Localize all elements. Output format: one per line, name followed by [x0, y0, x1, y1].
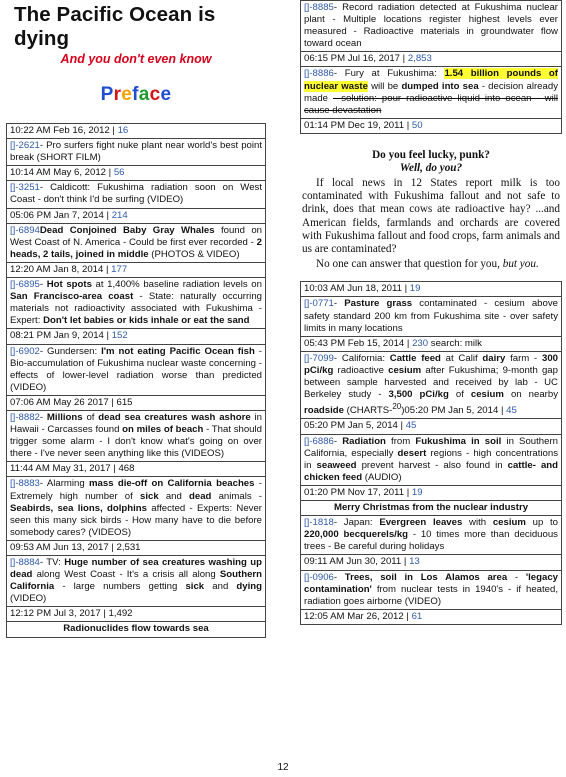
entry-text: - Fury at Fukushima: [333, 68, 445, 80]
entry-emphasis: Radiation [342, 435, 386, 447]
timestamp-cell [7, 462, 266, 477]
entry-emphasis: Pasture grass [344, 298, 413, 310]
view-count-link[interactable]: 214 [111, 209, 128, 221]
entry-text: (CHARTS- [344, 405, 393, 417]
timestamp: 08:21 PM Jan 9, 2014 | [10, 330, 112, 342]
table-row [301, 118, 562, 133]
table-row [7, 622, 266, 637]
left-news-table [6, 123, 266, 638]
entry-text: and [158, 490, 190, 502]
entry-emphasis: dumped into sea [401, 80, 479, 92]
timestamp-cell [7, 607, 266, 622]
entry-text: - California: [333, 352, 390, 364]
entry-id-link[interactable]: []-8883 [10, 478, 40, 490]
entry-text: )05:20 PM Jan 5, 2014 | [401, 405, 507, 417]
view-count-link[interactable]: 50 [411, 119, 423, 131]
search-tag: search: milk [428, 337, 482, 349]
entry-text: of [82, 411, 99, 423]
news-entry [7, 410, 266, 461]
entry-text: - Record radiation detected at Fukushima nuclear plant - Multiple locations register highest levels ever measured - Radioactive materials in groundwater flow toward ocean [304, 2, 558, 50]
entry-text: up to [525, 517, 558, 529]
entry-text: contaminated - cesium above safety standard 200 km from Fukushima site - over safety limits in many locations [304, 298, 558, 334]
news-entry [301, 570, 562, 609]
entry-emphasis: roadside [304, 405, 344, 417]
entry-text: - [333, 435, 343, 447]
timestamp: 10:14 AM May 6, 2012 | [10, 167, 114, 179]
timestamp-cell [301, 555, 562, 570]
news-entry [7, 181, 266, 208]
view-count-link[interactable]: 56 [113, 167, 125, 179]
quote-paragraph-2 [302, 258, 560, 271]
entry-id-link[interactable]: []-2621 [10, 140, 40, 152]
news-entry [301, 67, 562, 118]
timestamp: 09:11 AM Jun 30, 2011 | [304, 556, 410, 568]
timestamp: 05:43 PM Feb 15, 2014 | [304, 337, 413, 349]
entry-emphasis: sick [185, 581, 205, 593]
entry-id-link[interactable]: []-8882 [10, 411, 40, 423]
entry-text: - [39, 279, 47, 291]
view-count-link[interactable]: 13 [409, 556, 420, 568]
entry-emphasis: Don't let babies or kids inhale or eat the sand [43, 315, 250, 327]
timestamp: 01:14 PM Dec 19, 2011 | [304, 119, 412, 131]
preface-letter: f [132, 84, 139, 105]
table-row [301, 570, 562, 609]
timestamp-cell [7, 395, 266, 410]
entry-text: - Japan: [333, 517, 380, 529]
entry-emphasis: dying [236, 581, 262, 593]
news-entry [301, 351, 562, 419]
entry-text: in Southern California, especially [304, 435, 558, 459]
table-row [7, 329, 266, 344]
entry-text: - Pro surfers fight nuke plant near world's best point break (SHORT FILM) [10, 140, 262, 164]
entry-text: - Bio-accumulation of Fukushima nuclear waste concerning - effects of lower-level radiation worse than predicted (VIDEO) [10, 345, 262, 393]
preface-letter: P [100, 84, 114, 105]
entry-text: regions - high concentrations in [304, 447, 558, 471]
timestamp: 07:06 AM May 26 2017 | 615 [10, 396, 133, 408]
table-row [301, 67, 562, 118]
entry-text: animals - [211, 490, 263, 502]
view-count-link[interactable]: 19 [409, 283, 421, 295]
entry-emphasis: dairy [482, 352, 506, 364]
entry-text: found on West Coast of N. America - Could be first ever recorded - [10, 224, 262, 248]
timestamp-cell [301, 609, 562, 624]
table-row [7, 462, 266, 477]
entry-text: - [333, 571, 345, 583]
table-row [301, 297, 562, 336]
timestamp-cell [301, 336, 562, 351]
news-entry [7, 223, 266, 262]
struck-text: - solution: pour radioactive liquid into ocean - will cause devastation [304, 92, 558, 116]
entry-emphasis: mass die-off on California beaches [89, 478, 255, 490]
entry-text: and [204, 581, 237, 593]
timestamp: 10:03 AM Jun 18, 2011 | [304, 283, 410, 295]
entry-text: prevent harvest - also found in [356, 459, 508, 471]
table-row [7, 278, 266, 329]
entry-emphasis: San Francisco-area coast [10, 291, 134, 303]
entry-text: from [385, 435, 416, 447]
entry-text: - That should trigger some alarm - I don't know what's going on over there - I've never seen anything like this (VIDEOS) [10, 424, 262, 460]
entry-id-link[interactable]: []-8886 [304, 68, 334, 80]
entry-id-link[interactable]: []-6886 [304, 435, 334, 447]
entry-text: from nuclear tests in 1940's - if heated, radiation goes airborne (VIDEO) [304, 583, 558, 607]
left-column [6, 0, 266, 638]
entry-emphasis: cesium [470, 389, 504, 401]
news-entry [301, 297, 562, 336]
table-row [301, 501, 562, 516]
entry-text: - Extremely high number of [10, 478, 262, 502]
entry-emphasis: Evergreen leaves [379, 517, 463, 529]
timestamp-cell [7, 329, 266, 344]
entry-text: - Gundersen: [39, 345, 102, 357]
timestamp-cell [7, 166, 266, 181]
entry-text: at 1,400% baseline radiation levels on [91, 279, 262, 291]
table-row [7, 166, 266, 181]
preface-letter: e [121, 84, 133, 105]
timestamp-cell [301, 118, 562, 133]
view-count-link[interactable]: 230 [412, 337, 429, 349]
entry-emphasis: Millions [46, 411, 83, 423]
right-column [300, 0, 562, 625]
entry-text: farm - [505, 352, 542, 364]
view-count-link[interactable]: 45 [506, 405, 517, 417]
entry-text: (VIDEO) [10, 593, 47, 605]
table-row [301, 609, 562, 624]
right-bottom-news-table [300, 281, 562, 625]
timestamp-cell [301, 52, 562, 67]
entry-id-link[interactable]: []-8884 [10, 557, 40, 568]
timestamp: 05:20 PM Jan 5, 2014 | [304, 420, 406, 432]
table-row [301, 351, 562, 419]
timestamp: 11:44 AM May 31, 2017 | 468 [10, 463, 135, 475]
table-row [7, 410, 266, 461]
timestamp-cell [301, 485, 562, 500]
entry-emphasis: Hot spots [46, 279, 92, 291]
entry-text: - [39, 411, 47, 423]
entry-emphasis: 'legacy contamination' [304, 571, 558, 595]
entry-text: - Caldicott: Fukushima radiation soon on West Coast - don't think I'd be surfing (VIDEO) [10, 182, 262, 206]
entry-emphasis: Dead Conjoined Baby Gray Whales [39, 224, 215, 236]
section-header: Merry Christmas from the nuclear industry [301, 501, 562, 516]
entry-emphasis: Southern California [10, 569, 262, 593]
timestamp: 09:53 AM Jun 13, 2017 | 2,531 [10, 541, 141, 553]
news-entry [7, 139, 266, 166]
timestamp-cell [301, 282, 562, 297]
view-count-link[interactable]: 2,853 [407, 53, 432, 65]
view-count-link[interactable]: 61 [411, 610, 423, 622]
entry-emphasis: Huge number of sea creatures washing up dead [10, 557, 262, 581]
entry-emphasis: 3,500 pCi/kg [388, 389, 449, 401]
entry-text: - 10 times more than deciduous trees - Be careful during holidays [304, 529, 558, 553]
table-row [7, 344, 266, 395]
entry-emphasis: dead sea creatures wash ashore [98, 411, 251, 423]
view-count-link[interactable]: 16 [117, 125, 129, 136]
timestamp: 05:06 PM Jan 7, 2014 | [10, 209, 112, 221]
news-entry [301, 516, 562, 555]
table-row [7, 181, 266, 208]
entry-text: - Alarming [39, 478, 90, 490]
table-row [7, 208, 266, 223]
table-row [301, 516, 562, 555]
table-row [7, 223, 266, 262]
table-row [301, 52, 562, 67]
entry-text: with [462, 517, 493, 529]
table-row [7, 124, 266, 139]
timestamp-cell [7, 208, 266, 223]
quote-paragraph-2-text: No one can answer that question for you, [316, 258, 503, 271]
timestamp: 01:20 PM Nov 17, 2011 | [304, 486, 412, 498]
entry-text: radioactive [333, 364, 389, 376]
news-entry [7, 344, 266, 395]
preface-letter: c [149, 84, 161, 105]
entry-id-link[interactable]: []-8885 [304, 2, 334, 13]
entry-id-link[interactable]: []-6894 [10, 224, 40, 236]
entry-emphasis: cattle- and chicken feed [304, 459, 559, 483]
right-top-news-table [300, 0, 562, 134]
table-row [7, 556, 266, 607]
entry-text: will be [367, 80, 402, 92]
news-entry [7, 278, 266, 329]
timestamp: 12:05 AM Mar 26, 2012 | [304, 610, 412, 622]
quote-paragraph-2-emphasis: but you. [502, 258, 539, 271]
news-entry [7, 556, 266, 607]
table-row [7, 607, 266, 622]
superscript: 20 [392, 402, 402, 412]
entry-id-link[interactable]: []-6895 [10, 279, 40, 291]
quote-paragraph-1: If local news in 12 States report milk is too contaminated with Fukushima fallout and not safe to drink, does that mean cows ate radioactive hay? ...and American fields, farmlands and orchards are covered with Fukushima fallout and food crops, farm animals and us are contaminated? [302, 176, 560, 255]
section-header: Radionuclides flow towards sea [7, 622, 266, 637]
news-entry [301, 1, 562, 52]
quote-line-1: Do you feel lucky, punk? [372, 148, 490, 161]
entry-emphasis: 300 pCi/kg [304, 352, 558, 376]
entry-text: - decision already made [304, 80, 558, 104]
entry-text: (PHOTOS & VIDEO) [148, 248, 240, 260]
entry-text: - State: naturally occurring materials not radioactivity associated with Fukushima - Expert: [10, 291, 262, 327]
entry-emphasis: I'm not eating Pacific Ocean fish [101, 345, 255, 357]
entry-emphasis: seaweed [316, 459, 357, 471]
entry-text: in Hawaii - Carcasses found [10, 411, 262, 436]
timestamp: 10:22 AM Feb 16, 2012 | [10, 125, 118, 136]
entry-emphasis: Seabirds, sea lions, dolphins [10, 502, 148, 514]
table-row [7, 139, 266, 166]
entry-text: along West Coast - It's a crisis all along [32, 569, 220, 581]
table-row [7, 262, 266, 277]
table-row [7, 395, 266, 410]
preface-letter: r [113, 84, 122, 105]
entry-emphasis: cesium [492, 517, 526, 529]
entry-id-link[interactable]: []-1818 [304, 517, 334, 529]
entry-text: - large numbers getting [54, 581, 186, 593]
entry-id-link[interactable]: []-3251 [10, 182, 40, 194]
view-count-link[interactable]: 152 [111, 330, 128, 342]
entry-text: - [333, 298, 345, 310]
entry-emphasis: sick [139, 490, 159, 502]
entry-emphasis: Fukushima in soil [415, 435, 502, 447]
entry-emphasis: on miles of beach [122, 424, 204, 436]
entry-id-link[interactable]: []-7099 [304, 352, 334, 364]
spacer [300, 271, 562, 281]
page-number: 12 [277, 762, 289, 773]
table-row [301, 282, 562, 297]
view-count-link[interactable]: 177 [111, 263, 128, 275]
view-count-link[interactable]: 45 [405, 420, 417, 432]
table-row [301, 419, 562, 434]
entry-text: affected - Experts: Never seen this many sick birds - How many have to die before somebody cares? (VIDEOS) [10, 502, 262, 538]
preface-letter: a [138, 84, 150, 105]
editorial-quote [302, 149, 560, 271]
table-row [301, 434, 562, 485]
timestamp-cell [7, 124, 266, 139]
entry-text: - TV: [39, 557, 65, 568]
news-entry [301, 434, 562, 485]
entry-emphasis: Trees, soil in Los Alamos area [344, 571, 508, 583]
entry-id-link[interactable]: []-0771 [304, 298, 334, 310]
table-row [301, 485, 562, 500]
timestamp: 06:15 PM Jul 16, 2017 | [304, 53, 408, 65]
quote-line-2: Well, do you? [399, 161, 463, 174]
timestamp-cell [7, 262, 266, 277]
page-title: The Pacific Ocean is dying [14, 3, 216, 50]
table-row [7, 540, 266, 555]
table-row [301, 336, 562, 351]
timestamp: 12:12 PM Jul 3, 2017 | 1,492 [10, 608, 133, 620]
preface-letter: e [160, 84, 172, 105]
highlighted-text: 1.54 billion pounds of nuclear waste [304, 68, 558, 92]
entry-emphasis: cesium [388, 364, 422, 376]
news-entry [7, 477, 266, 540]
timestamp-cell [7, 540, 266, 555]
entry-emphasis: dead [189, 490, 212, 502]
entry-id-link[interactable]: []-0906 [304, 571, 334, 583]
entry-emphasis: Cattle feed [389, 352, 441, 364]
entry-text: (AUDIO) [362, 471, 402, 483]
entry-text: - [507, 571, 526, 583]
timestamp: 12:20 AM Jan 8, 2014 | [10, 263, 112, 275]
table-row [301, 1, 562, 52]
entry-text: of [448, 389, 471, 401]
entry-text: on nearby [503, 389, 558, 401]
view-count-link[interactable]: 19 [411, 486, 423, 498]
entry-text: at Calif [440, 352, 483, 364]
timestamp-cell [301, 419, 562, 434]
table-row [7, 477, 266, 540]
section-heading-preface [6, 84, 266, 106]
entry-id-link[interactable]: []-6902 [10, 345, 40, 357]
entry-text: after Fukushima; 9-month gap between sample harvested and received by lab - UC Berkeley study - [304, 364, 558, 401]
entry-emphasis: 2 heads, 2 tails, joined in middle [10, 236, 262, 260]
page-subtitle: And you don't even know [60, 52, 212, 66]
entry-emphasis: 220,000 becquerels/kg [304, 529, 409, 541]
entry-emphasis: desert [397, 447, 427, 459]
table-row [301, 555, 562, 570]
